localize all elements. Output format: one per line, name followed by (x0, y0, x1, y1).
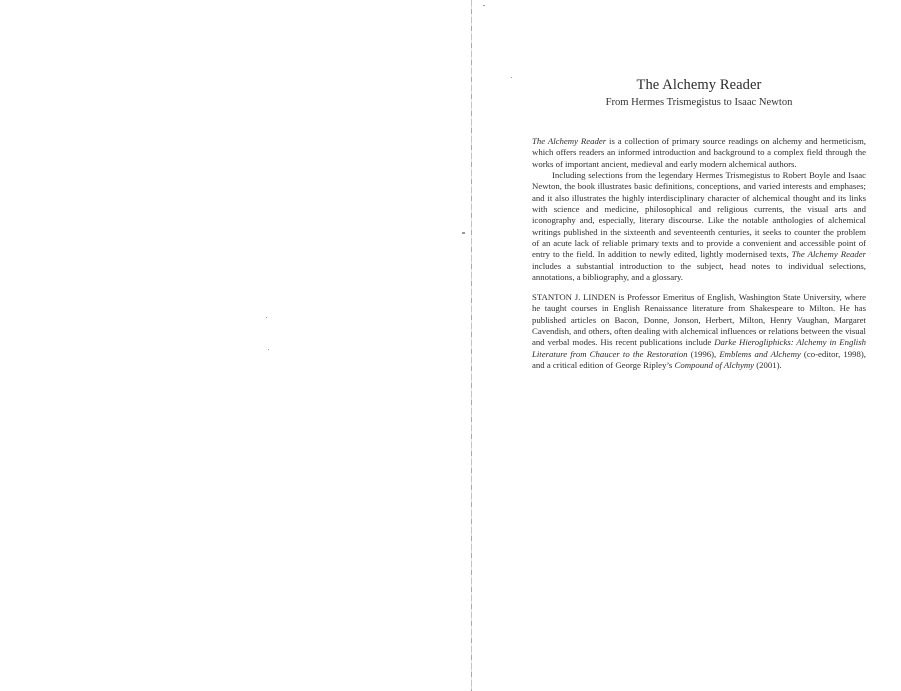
right-page (472, 0, 901, 691)
italic-title-reference: The Alchemy Reader (532, 136, 607, 146)
bio-text: (1996), (687, 348, 720, 359)
scan-speck (266, 317, 267, 318)
blurb-text: Including selections from the legendary Hermes Trismegistus to Robert Boyle and Isaac Newton, the book illustrates basic definitions, conceptions, and varied interests and emphases; and it also illustrates the highly interdisciplinary character of alchemical thought and its links with science and medicine, philosophical and religious currents, the visual arts and iconography and, especially, literary discourse. Like the notable anthologies of alchemical writings published in the sixteenth and seventeenth centuries, it seeks to counter the problem of an acute lack of reliable primary texts and to provide a convenient and accessible point of entry to the field. In addition to newly edited, lightly modernised texts, (532, 170, 866, 260)
italic-publication-title: Darke Hierogliphicks: Alchemy in English Literature from Chaucer to the Restoration (532, 337, 866, 359)
blurb-paragraph-2 (532, 170, 866, 283)
blurb-text: is a collection of primary source readings on alchemy and hermeticism, which offers readers an informed introduction and background to a complex field through the works of important ancient, medieval and early modern alchemical authors. (532, 136, 866, 169)
bio-text: (co-editor, 1998), and a critical edition of George Ripley’s (532, 348, 866, 371)
scan-speck (462, 232, 465, 234)
book-blurb (532, 136, 866, 283)
blurb-text: includes a substantial introduction to the subject, head notes to individual selections, annotations, a bibliography, and a glossary. (532, 260, 866, 283)
bio-text: STANTON J. LINDEN is Professor Emeritus of English, Washington State University, where he taught courses in English Renaissance literature from Shakespeare to Milton. He has published articles on Bacon, Donne, Jonson, Herbert, Milton, Henry Vaughan, Margaret Cavendish, and others, often dealing with alchemical influences or relations between the visual and verbal modes. His recent publications include (532, 292, 866, 348)
scan-speck (268, 349, 269, 350)
italic-title-reference: The Alchemy Reader (791, 249, 867, 260)
book-subtitle: From Hermes Trismegistus to Isaac Newton (605, 97, 793, 108)
blurb-paragraph-1 (532, 136, 866, 170)
italic-publication-title: Compound of Alchymy (674, 360, 755, 371)
author-bio (532, 292, 866, 371)
bio-text: (2001). (754, 360, 782, 371)
italic-publication-title: Emblems and Alchemy (719, 348, 801, 359)
author-bio-paragraph (532, 292, 866, 371)
book-title: The Alchemy Reader (636, 77, 762, 93)
